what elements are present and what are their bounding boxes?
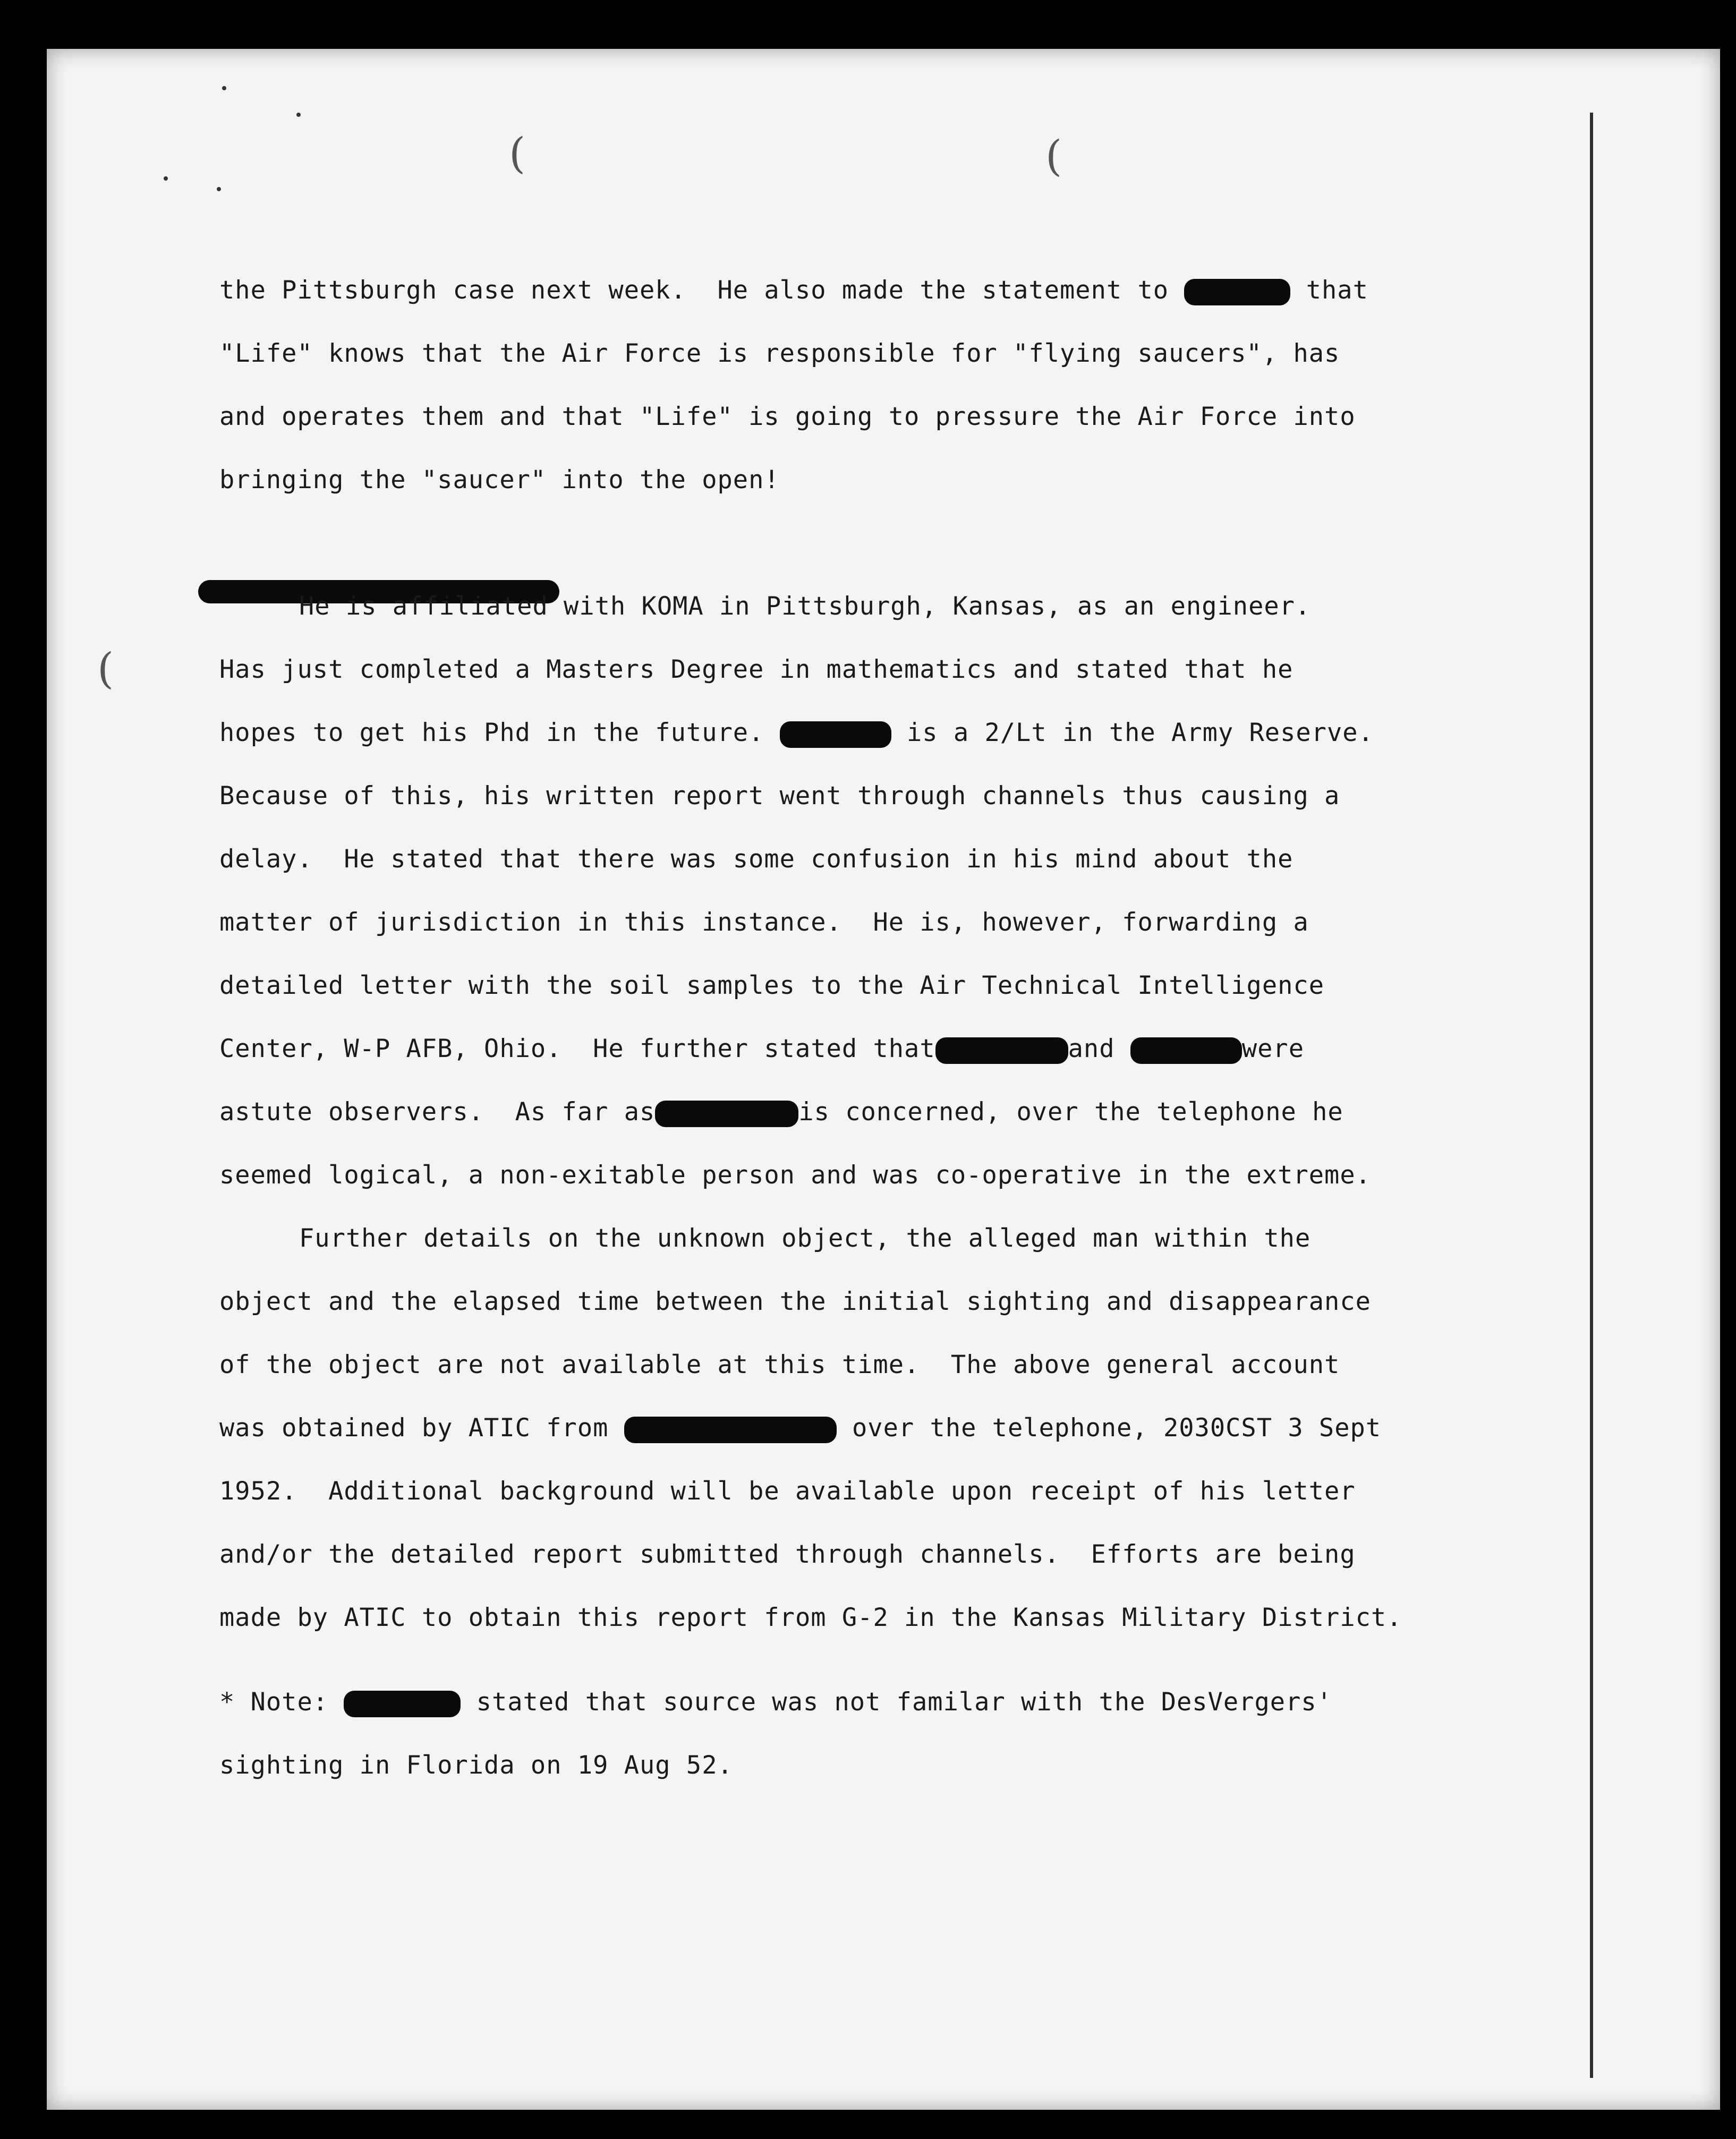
text-segment: the Pittsburgh case next week. He also made the statement to [219,276,1169,305]
redaction [624,1417,837,1443]
text-segment: and/or the detailed report submitted through channels. Efforts are being [219,1540,1356,1569]
text-segment: Further details on the unknown object, the alleged man within the [299,1224,1311,1253]
redaction [780,721,891,748]
text-line [219,448,1494,512]
text-line [219,1017,1494,1080]
redaction [935,1037,1068,1064]
text-segment: delay. He stated that there was some confusion in his mind about the [219,845,1294,874]
text-line [219,828,1494,891]
text-segment: of the object are not available at this time. The above general account [219,1350,1340,1379]
text-segment: made by ATIC to obtain this report from G-2 in the Kansas Military District. [219,1603,1402,1632]
text-line [219,259,1494,322]
redaction [655,1101,798,1127]
text-segment: that [1306,276,1368,305]
text-segment: is concerned, over the telephone he [798,1097,1343,1127]
text-segment: stated that source was not familar with the DesVergers' [476,1688,1332,1717]
text-line [219,701,1494,764]
text-segment: Has just completed a Masters Degree in mathematics and stated that he [219,655,1294,684]
mark-paren: ( [97,644,114,693]
mark-paren: ( [1045,131,1062,181]
spacer [219,1649,1494,1671]
text-line [219,764,1494,828]
text-segment: "Life" knows that the Air Force is responsible for "flying saucers", has [219,339,1340,368]
document-body [219,259,1494,1797]
text-line [219,1396,1494,1460]
text-line [219,954,1494,1017]
spacer [219,512,1494,575]
document-page [47,49,1720,2110]
text-segment: object and the elapsed time between the initial sighting and disappearance [219,1287,1371,1316]
text-segment: bringing the "saucer" into the open! [219,465,780,495]
text-segment: Center, W-P AFB, Ohio. He further stated that [219,1034,935,1063]
text-line [219,891,1494,954]
text-line [219,575,1494,638]
text-segment: detailed letter with the soil samples to the Air Technical Intelligence [219,971,1325,1000]
text-line [219,1586,1494,1649]
text-segment: over the telephone, 2030CST 3 Sept [852,1413,1382,1443]
mark-paren: ( [509,129,526,178]
text-segment: seemed logical, a non-exitable person and was co-operative in the extreme. [219,1161,1371,1190]
text-segment: and operates them and that "Life" is going to pressure the Air Force into [219,402,1356,431]
speck [164,176,168,181]
redaction [1184,279,1290,305]
speck [222,86,226,90]
text-line [219,1734,1494,1797]
text-segment: hopes to get his Phd in the future. [219,718,764,747]
text-segment: astute observers. As far as [219,1097,656,1127]
text-line [219,1270,1494,1333]
text-line [219,1460,1494,1523]
text-line [219,1523,1494,1586]
speck [217,187,221,191]
text-line [219,1080,1494,1144]
text-segment: sighting in Florida on 19 Aug 52. [219,1751,733,1780]
text-segment: and [1068,1034,1115,1063]
text-line [219,385,1494,448]
redaction [344,1691,461,1717]
text-segment: is a 2/Lt in the Army Reserve. [906,718,1374,747]
text-line [219,638,1494,701]
page-edge-line [1590,113,1593,2078]
redaction [1130,1037,1242,1064]
text-segment: Because of this, his written report went through channels thus causing a [219,781,1340,811]
speck [296,113,301,117]
text-line [219,1333,1494,1396]
text-segment: * Note: [219,1688,329,1717]
text-segment: was obtained by ATIC from [219,1413,609,1443]
text-segment: He is affiliated with KOMA in Pittsburgh, Kansas, as an engineer. [299,592,1311,621]
text-segment: were [1241,1034,1305,1063]
text-line [219,322,1494,385]
text-line [219,1144,1494,1207]
text-segment: 1952. Additional background will be available upon receipt of his letter [219,1477,1356,1506]
text-line [219,1671,1494,1734]
text-segment: matter of jurisdiction in this instance. He is, however, forwarding a [219,908,1309,937]
text-line [219,1207,1494,1270]
